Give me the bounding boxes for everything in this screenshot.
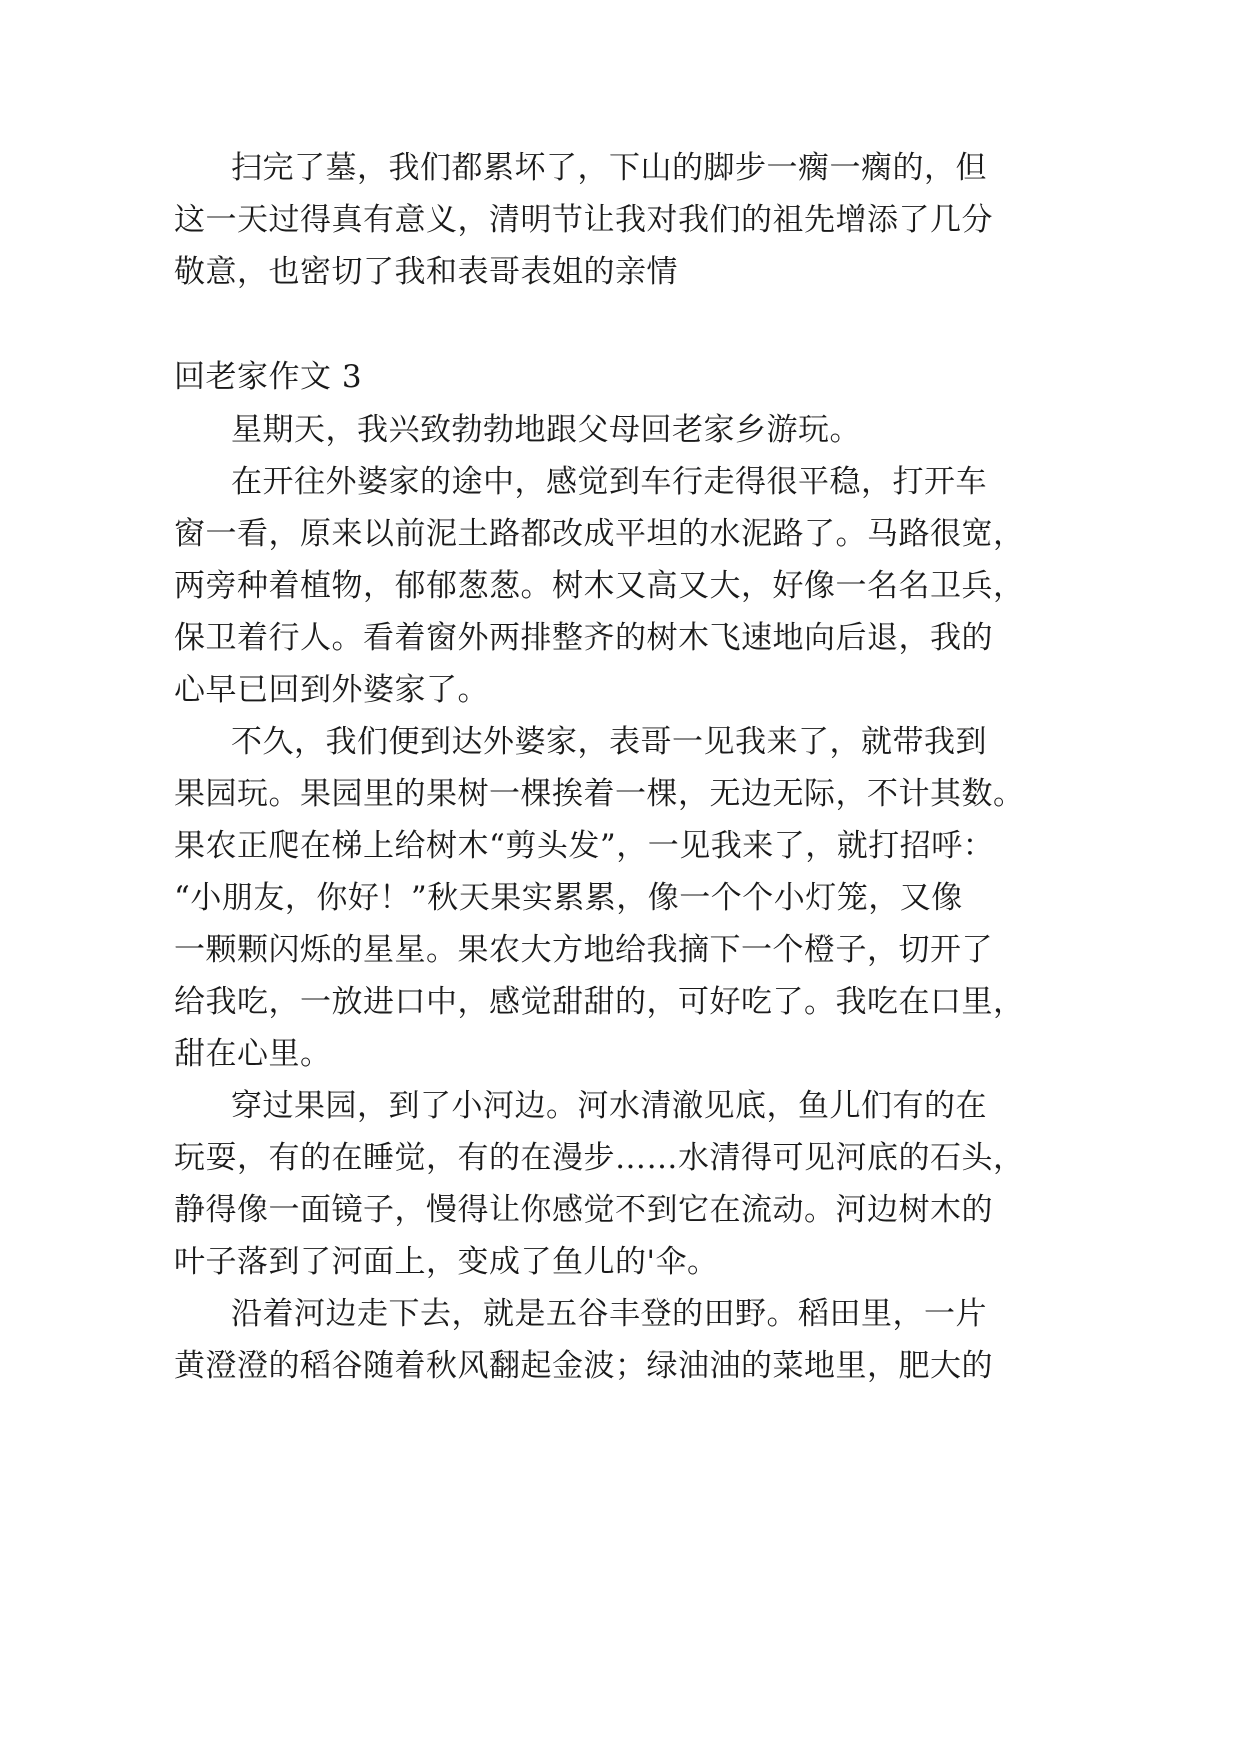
- text-line: 敬意，也密切了我和表哥表姐的亲情: [174, 254, 678, 290]
- text-line: 叶子落到了河面上，变成了鱼儿的'伞。: [174, 1244, 719, 1280]
- text-line: 给我吃，一放进口中，感觉甜甜的，可好吃了。我吃在口里，: [174, 984, 1025, 1020]
- text-line: 沿着河边走下去，就是五谷丰登的田野。稻田里，一片: [231, 1296, 987, 1332]
- text-line: 甜在心里。: [174, 1036, 332, 1072]
- text-line: 一颗颗闪烁的星星。果农大方地给我摘下一个橙子，切开了: [174, 932, 993, 968]
- text-line: 在开往外婆家的途中，感觉到车行走得很平稳，打开车: [231, 464, 987, 500]
- text-line: 两旁种着植物，郁郁葱葱。树木又高又大，好像一名名卫兵，: [174, 568, 1025, 604]
- text-line: 扫完了墓，我们都累坏了，下山的脚步一瘸一瘸的，但: [231, 150, 987, 186]
- text-line: 保卫着行人。看着窗外两排整齐的树木飞速地向后退，我的: [174, 620, 993, 656]
- text-line: 玩耍，有的在睡觉，有的在漫步……水清得可见河底的石头，: [174, 1140, 1025, 1176]
- text-line: 黄澄澄的稻谷随着秋风翻起金波；绿油油的菜地里，肥大的: [174, 1348, 993, 1384]
- text-line: 果农正爬在梯上给树木“剪头发”，一见我来了，就打招呼：: [174, 828, 995, 864]
- text-line: 果园玩。果园里的果树一棵挨着一棵，无边无际，不计其数。: [174, 776, 1025, 812]
- text-line: 静得像一面镜子，慢得让你感觉不到它在流动。河边树木的: [174, 1192, 993, 1228]
- text-line: 窗一看，原来以前泥土路都改成平坦的水泥路了。马路很宽，: [174, 516, 1025, 552]
- text-line: 穿过果园，到了小河边。河水清澈见底，鱼儿们有的在: [231, 1088, 987, 1124]
- text-line: 星期天，我兴致勃勃地跟父母回老家乡游玩。: [231, 412, 861, 448]
- text-line: 心早已回到外婆家了。: [174, 672, 489, 708]
- text-line: 不久，我们便到达外婆家，表哥一见我来了，就带我到: [231, 724, 987, 760]
- text-line: 这一天过得真有意义，清明节让我对我们的祖先增添了几分: [174, 202, 993, 238]
- text-line: “小朋友，你好！”秋天果实累累，像一个个小灯笼，又像: [174, 880, 963, 916]
- section-heading: 回老家作文 3: [174, 359, 363, 395]
